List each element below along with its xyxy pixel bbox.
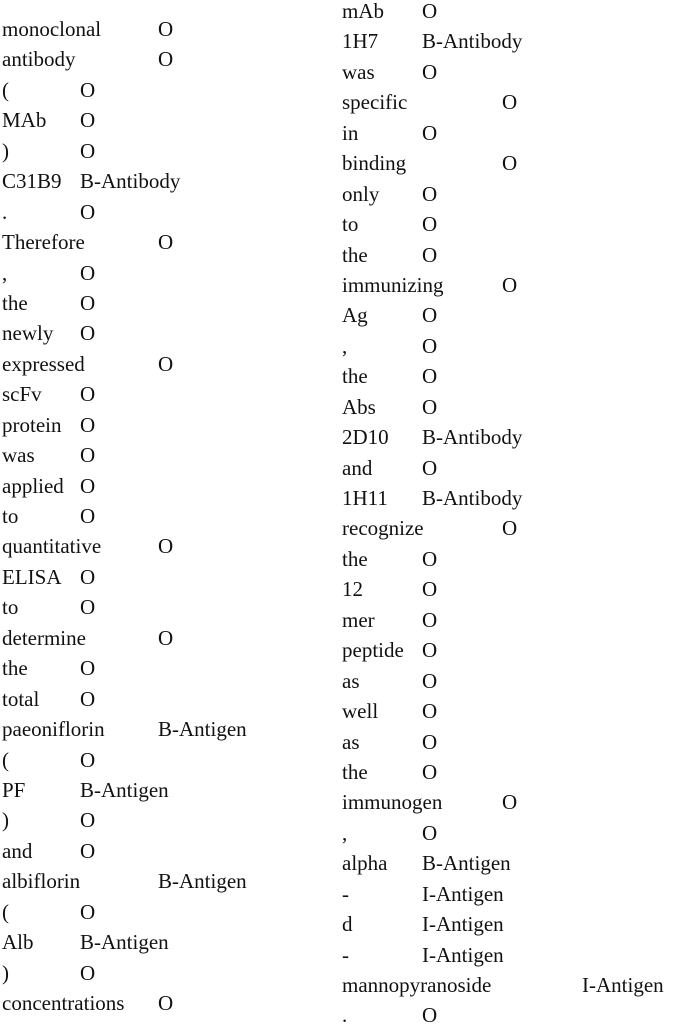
token-text: ( [2, 747, 9, 772]
token-text: applied [2, 473, 64, 498]
token-text: PF [2, 777, 26, 802]
ner-tag-label: O [158, 351, 174, 376]
ner-tag-label: O [158, 17, 174, 41]
token-text: 2D10 [342, 425, 389, 450]
token-text: mer [342, 607, 375, 632]
ner-tag-label: O [422, 120, 438, 145]
token-text: was [2, 443, 35, 468]
ner-tag-label: O [158, 47, 174, 72]
token-text: d [342, 912, 353, 937]
token-text: newly [2, 321, 54, 346]
ner-tag-label: O [422, 668, 438, 693]
token-text: protein [2, 412, 62, 437]
token-text: to [2, 504, 19, 528]
ner-tag-label: B-Antibody [422, 486, 523, 510]
ner-tag-label: O [502, 516, 518, 541]
ner-tag-label: O [80, 747, 96, 772]
ner-tag-label: B-Antigen [158, 869, 247, 894]
token-text: as [342, 729, 360, 754]
token-text: as [342, 668, 360, 693]
ner-tag-label: O [422, 212, 438, 237]
token-text: - [342, 942, 349, 967]
token-text: - [342, 881, 349, 906]
token-text: , [2, 260, 8, 285]
ner-tag-label: O [502, 790, 518, 815]
ner-tag-label: O [80, 838, 96, 863]
token-text: concentrations [2, 991, 125, 1015]
token-text: antibody [2, 47, 76, 72]
token-text: , [342, 820, 348, 845]
ner-tag-label: O [422, 577, 438, 602]
ner-tag-label: O [80, 321, 96, 346]
ner-tag-label: O [80, 473, 96, 498]
ner-tag-label: O [422, 607, 438, 632]
token-text: quantitative [2, 534, 102, 559]
ner-tag-label: O [80, 595, 96, 620]
ner-tag-label: O [422, 699, 438, 724]
ner-tag-label: O [422, 181, 438, 206]
token-text: 1H7 [342, 29, 379, 54]
token-text: MAb [2, 108, 47, 133]
ner-tag-label: O [422, 455, 438, 480]
ner-tag-label: O [80, 686, 96, 711]
token-text: to [342, 212, 359, 237]
token-text: immunogen [342, 790, 443, 815]
ner-tag-label: O [422, 546, 438, 571]
token-text: immunizing [342, 272, 444, 297]
ner-tag-label: B-Antibody [422, 425, 523, 450]
token-text: ( [2, 899, 9, 924]
ner-tag-label: O [80, 138, 96, 163]
ner-tag-label: O [422, 394, 438, 419]
ner-tag-label: O [502, 90, 518, 115]
ner-tag-label: O [158, 534, 174, 559]
token-text: Alb [2, 930, 34, 955]
token-text: recognize [342, 516, 424, 541]
ner-tag-label: I-Antigen [582, 973, 664, 997]
ner-tag-label: O [80, 199, 96, 224]
token-text: albiflorin [2, 869, 81, 894]
token-text: specific [342, 90, 408, 115]
ner-tag-label: O [422, 333, 438, 358]
ner-tag-label: O [422, 59, 438, 84]
ner-tag-label: I-Antigen [422, 881, 504, 906]
token-text: 12 [342, 577, 363, 602]
token-text: 1H11 [342, 486, 388, 510]
token-text: the [342, 242, 368, 267]
token-text: expressed [2, 351, 85, 376]
ner-tag-label: O [502, 272, 518, 297]
ner-tag-label: O [80, 382, 96, 407]
ner-tag-label: O [80, 564, 96, 589]
ner-tag-label: O [80, 504, 96, 528]
token-text: paeoniflorin [2, 717, 105, 742]
ner-tag-label: O [422, 1003, 438, 1028]
ner-tag-label: B-Antigen [80, 930, 169, 955]
ner-tag-label: O [422, 759, 438, 784]
ner-tag-label: O [502, 151, 518, 176]
token-text: to [2, 595, 19, 620]
ner-tag-label: O [158, 625, 174, 650]
ner-tag-label: O [422, 303, 438, 328]
ner-tag-label: O [80, 808, 96, 833]
ner-tag-label: B-Antigen [80, 777, 169, 802]
ner-tag-label: O [80, 108, 96, 133]
token-text: the [342, 364, 368, 389]
token-text: and [342, 455, 373, 480]
ner-tag-label: O [422, 364, 438, 389]
ner-tag-label: O [80, 656, 96, 681]
token-text: ) [2, 138, 9, 163]
token-text: Abs [342, 394, 376, 419]
ner-tag-label: O [158, 991, 174, 1015]
ner-tag-label: B-Antibody [422, 29, 523, 54]
token-text: , [342, 333, 348, 358]
token-text: alpha [342, 851, 388, 876]
ner-tag-label: O [422, 0, 438, 23]
ner-tag-label: O [80, 290, 96, 315]
ner-tag-label: O [158, 230, 174, 255]
ner-tag-label: O [80, 412, 96, 437]
token-text: ( [2, 77, 9, 102]
token-text: . [342, 1003, 348, 1028]
token-text: mAb [342, 0, 384, 23]
ner-tag-label: B-Antigen [422, 851, 511, 876]
ner-tag-label: O [422, 242, 438, 267]
ner-tag-label: I-Antigen [422, 942, 504, 967]
token-text: the [2, 290, 28, 315]
token-text: ) [2, 960, 9, 985]
token-text: mannopyranoside [342, 973, 492, 997]
token-text: determine [2, 625, 86, 650]
token-text: . [2, 199, 8, 224]
token-text: in [342, 120, 359, 145]
token-text: only [342, 181, 380, 206]
ner-tag-label: O [422, 729, 438, 754]
token-text: the [2, 656, 28, 681]
token-text: well [342, 699, 379, 724]
token-text: peptide [342, 638, 404, 663]
ner-tag-label: B-Antibody [80, 169, 181, 194]
ner-tag-label: B-Antigen [158, 717, 247, 742]
ner-tag-label: O [80, 960, 96, 985]
token-text: the [342, 546, 368, 571]
token-text: total [2, 686, 40, 711]
token-text: binding [342, 151, 407, 176]
token-text: Therefore [2, 230, 85, 255]
ner-tag-label: O [80, 443, 96, 468]
token-text: was [342, 59, 375, 84]
ner-tag-label: O [422, 638, 438, 663]
token-text: Ag [342, 303, 368, 328]
ner-tag-label: O [422, 820, 438, 845]
token-text: monoclonal [2, 17, 102, 41]
token-text: scFv [2, 382, 42, 407]
ner-tag-label: O [80, 899, 96, 924]
ner-tag-label: I-Antigen [422, 912, 504, 937]
token-text: ) [2, 808, 9, 833]
token-text: C31B9 [2, 169, 62, 194]
ner-tag-label: O [80, 77, 96, 102]
token-text: and [2, 838, 33, 863]
token-text: ELISA [2, 564, 62, 589]
ner-tag-label: O [80, 260, 96, 285]
token-text: the [342, 759, 368, 784]
